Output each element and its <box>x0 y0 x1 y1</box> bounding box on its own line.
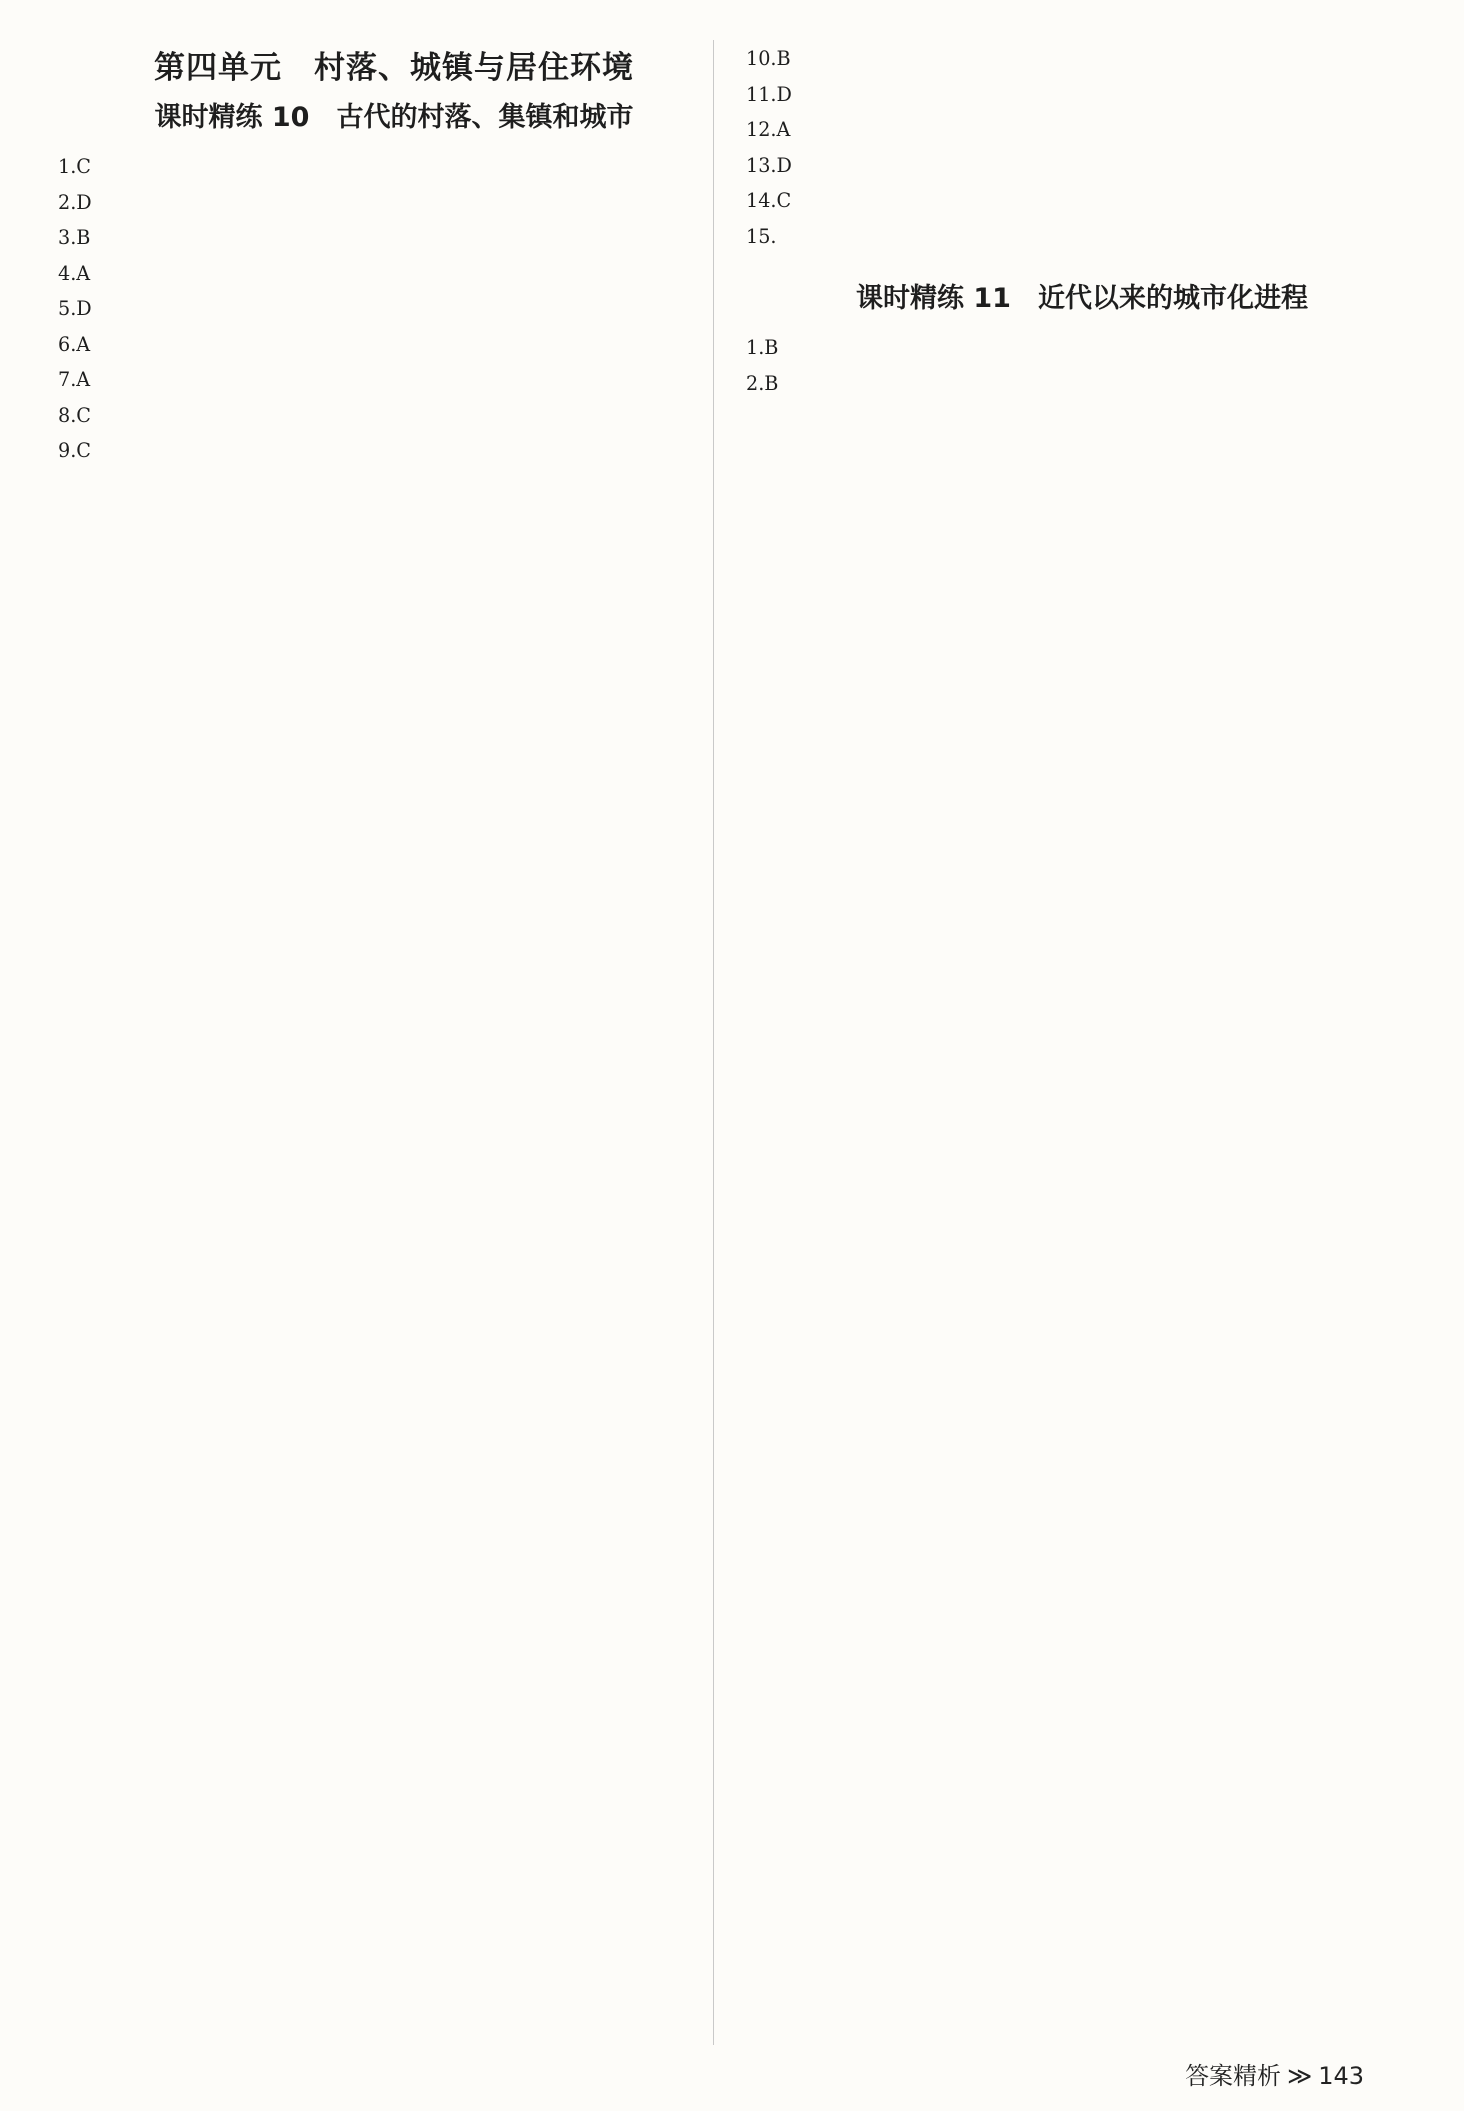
lesson-title-10: 课时精练 10 古代的村落、集镇和城市 <box>154 102 634 133</box>
answer-number: 7.A <box>58 368 91 391</box>
answer-item <box>58 257 730 292</box>
answer-number: 8.C <box>58 403 91 427</box>
lesson-title-11: 课时精练 11 近代以来的城市化进程 <box>856 283 1308 314</box>
answer-item <box>58 328 730 363</box>
answer-number: 2.D <box>58 190 92 214</box>
answer-number: 3.B <box>58 226 91 249</box>
unit-title: 第四单元 村落、城镇与居住环境 <box>154 50 634 86</box>
answer-item <box>746 42 1418 77</box>
answer-number: 15. <box>746 224 777 248</box>
answer-item <box>58 399 730 434</box>
footer-label: 答案精析 <box>1185 2062 1282 2090</box>
answer-number: 11.D <box>746 82 792 106</box>
answer-number: 10.B <box>746 47 791 70</box>
left-column <box>58 42 730 470</box>
answer-item <box>58 186 730 221</box>
page-number: 143 <box>1318 2062 1364 2090</box>
answer-number: 12.A <box>746 118 791 141</box>
answer-number: 5.D <box>58 297 92 320</box>
answer-item <box>746 220 1418 255</box>
double-chevron-right-icon: ≫ <box>1287 2062 1313 2090</box>
answer-number: 6.A <box>58 332 91 356</box>
answer-item <box>58 292 730 327</box>
answer-item <box>746 331 1418 366</box>
answer-item <box>58 434 730 469</box>
answer-item <box>746 367 1418 402</box>
answer-number: 9.C <box>58 439 91 462</box>
page-footer <box>1185 2056 1364 2091</box>
answer-item <box>746 113 1418 148</box>
answer-number: 2.B <box>746 371 779 395</box>
answer-item <box>746 184 1418 219</box>
answer-item <box>746 149 1418 184</box>
right-column <box>746 42 1418 402</box>
answer-number: 14.C <box>746 189 792 212</box>
answer-number: 4.A <box>58 261 91 285</box>
answer-number: 1.B <box>746 336 779 359</box>
answer-item <box>58 221 730 256</box>
answer-item <box>746 78 1418 113</box>
answer-item <box>58 150 730 185</box>
answer-number: 13.D <box>746 153 792 177</box>
answer-number: 1.C <box>58 155 91 178</box>
answer-item <box>58 363 730 398</box>
